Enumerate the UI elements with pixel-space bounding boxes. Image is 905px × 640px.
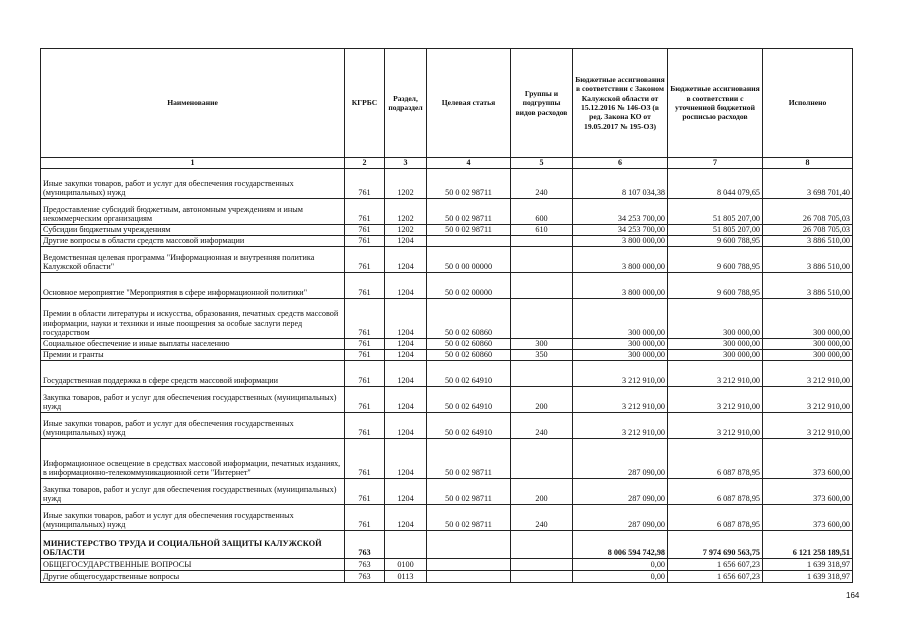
row-name: ОБЩЕГОСУДАРСТВЕННЫЕ ВОПРОСЫ <box>41 559 345 571</box>
row-kgrbs: 761 <box>345 247 385 273</box>
row-law-assignment: 3 800 000,00 <box>573 273 668 299</box>
row-target-article: 50 0 00 00000 <box>427 247 511 273</box>
row-expense-group <box>511 299 573 339</box>
row-target-article: 50 0 02 64910 <box>427 361 511 387</box>
row-target-article: 50 0 02 98711 <box>427 479 511 505</box>
header-kgrbs: КГРБС <box>345 49 385 158</box>
row-expense-group: 200 <box>511 479 573 505</box>
row-executed: 3 698 701,40 <box>763 169 853 199</box>
header-row <box>41 49 853 158</box>
row-law-assignment: 3 212 910,00 <box>573 361 668 387</box>
header-target: Целевая статья <box>427 49 511 158</box>
header-groups: Группы и подгруппы видов расходов <box>511 49 573 158</box>
row-kgrbs: 761 <box>345 225 385 236</box>
row-section: 1204 <box>385 361 427 387</box>
row-target-article: 50 0 02 64910 <box>427 413 511 439</box>
row-executed: 3 886 510,00 <box>763 247 853 273</box>
row-expense-group <box>511 236 573 247</box>
header-name: Наименование <box>41 49 345 158</box>
page-number: 164 <box>846 591 860 600</box>
row-name: Ведомственная целевая программа "Информационная и внутренняя политика Калужской области" <box>41 247 345 273</box>
row-kgrbs: 761 <box>345 339 385 350</box>
row-target-article: 50 0 02 98711 <box>427 199 511 225</box>
row-name: Закупка товаров, работ и услуг для обеспечения государственных (муниципальных) нужд <box>41 479 345 505</box>
row-spec-assignment: 3 212 910,00 <box>668 413 763 439</box>
header-section: Раздел, подраздел <box>385 49 427 158</box>
row-executed: 3 212 910,00 <box>763 361 853 387</box>
row-name: Закупка товаров, работ и услуг для обеспечения государственных (муниципальных) нужд <box>41 387 345 413</box>
row-kgrbs: 763 <box>345 559 385 571</box>
row-expense-group <box>511 531 573 559</box>
row-section: 1204 <box>385 350 427 361</box>
row-expense-group <box>511 559 573 571</box>
row-name: Государственная поддержка в сфере средств массовой информации <box>41 361 345 387</box>
column-number: 4 <box>427 158 511 169</box>
row-kgrbs: 761 <box>345 387 385 413</box>
row-spec-assignment: 9 600 788,95 <box>668 273 763 299</box>
row-law-assignment: 3 800 000,00 <box>573 236 668 247</box>
row-law-assignment: 287 090,00 <box>573 505 668 531</box>
row-kgrbs: 761 <box>345 439 385 479</box>
row-expense-group: 300 <box>511 339 573 350</box>
row-name: Иные закупки товаров, работ и услуг для обеспечения государственных (муниципальных) нужд <box>41 505 345 531</box>
column-number: 6 <box>573 158 668 169</box>
column-number-row <box>41 158 853 169</box>
row-target-article: 50 0 02 98711 <box>427 169 511 199</box>
table-row <box>41 350 853 361</box>
row-section: 1204 <box>385 236 427 247</box>
table-row <box>41 559 853 571</box>
row-spec-assignment: 6 087 878,95 <box>668 439 763 479</box>
row-executed: 3 212 910,00 <box>763 387 853 413</box>
row-target-article: 50 0 02 00000 <box>427 273 511 299</box>
row-kgrbs: 761 <box>345 505 385 531</box>
row-law-assignment: 287 090,00 <box>573 479 668 505</box>
row-section: 1204 <box>385 387 427 413</box>
row-executed: 373 600,00 <box>763 439 853 479</box>
row-law-assignment: 34 253 700,00 <box>573 199 668 225</box>
header-law-assignments: Бюджетные ассигнования в соответствии с Законом Калужской области от 15.12.2016 № 146-ОЗ (в ред. Закона КО от 19.05.2017 № 195-ОЗ) <box>573 49 668 158</box>
row-section: 1202 <box>385 199 427 225</box>
table-row <box>41 361 853 387</box>
row-executed: 1 639 318,97 <box>763 571 853 583</box>
row-executed: 26 708 705,03 <box>763 199 853 225</box>
row-target-article: 50 0 02 98711 <box>427 225 511 236</box>
row-name: МИНИСТЕРСТВО ТРУДА И СОЦИАЛЬНОЙ ЗАЩИТЫ КАЛУЖСКОЙ ОБЛАСТИ <box>41 531 345 559</box>
row-target-article <box>427 559 511 571</box>
row-name: Другие общегосударственные вопросы <box>41 571 345 583</box>
row-kgrbs: 761 <box>345 299 385 339</box>
row-section: 1204 <box>385 413 427 439</box>
row-kgrbs: 763 <box>345 531 385 559</box>
row-spec-assignment: 1 656 607,23 <box>668 571 763 583</box>
row-name: Предоставление субсидий бюджетным, автономным учреждениям и иным некоммерческим организациям <box>41 199 345 225</box>
row-spec-assignment: 300 000,00 <box>668 339 763 350</box>
row-executed: 3 886 510,00 <box>763 273 853 299</box>
row-section: 1204 <box>385 479 427 505</box>
row-spec-assignment: 9 600 788,95 <box>668 236 763 247</box>
row-spec-assignment: 6 087 878,95 <box>668 479 763 505</box>
table-row <box>41 505 853 531</box>
row-target-article: 50 0 02 64910 <box>427 387 511 413</box>
row-target-article: 50 0 02 98711 <box>427 439 511 479</box>
table-row <box>41 199 853 225</box>
header-spec-assignments: Бюджетные ассигнования в соответствии с уточненной бюджетной росписью расходов <box>668 49 763 158</box>
row-law-assignment: 287 090,00 <box>573 439 668 479</box>
row-law-assignment: 3 212 910,00 <box>573 413 668 439</box>
row-spec-assignment: 51 805 207,00 <box>668 199 763 225</box>
row-spec-assignment: 1 656 607,23 <box>668 559 763 571</box>
row-expense-group <box>511 247 573 273</box>
row-expense-group: 240 <box>511 413 573 439</box>
row-kgrbs: 763 <box>345 571 385 583</box>
row-section: 0113 <box>385 571 427 583</box>
row-section <box>385 531 427 559</box>
row-expense-group: 240 <box>511 505 573 531</box>
row-section: 1202 <box>385 169 427 199</box>
row-expense-group <box>511 571 573 583</box>
table-row <box>41 236 853 247</box>
row-name: Другие вопросы в области средств массовой информации <box>41 236 345 247</box>
row-law-assignment: 0,00 <box>573 559 668 571</box>
row-executed: 300 000,00 <box>763 339 853 350</box>
table-row <box>41 439 853 479</box>
row-section: 1202 <box>385 225 427 236</box>
row-name: Премии и гранты <box>41 350 345 361</box>
row-executed: 300 000,00 <box>763 299 853 339</box>
row-expense-group <box>511 361 573 387</box>
row-target-article: 50 0 02 98711 <box>427 505 511 531</box>
row-target-article: 50 0 02 60860 <box>427 339 511 350</box>
row-law-assignment: 8 006 594 742,98 <box>573 531 668 559</box>
row-executed: 3 212 910,00 <box>763 413 853 439</box>
row-spec-assignment: 3 212 910,00 <box>668 361 763 387</box>
table-row <box>41 225 853 236</box>
row-expense-group: 350 <box>511 350 573 361</box>
row-kgrbs: 761 <box>345 413 385 439</box>
row-kgrbs: 761 <box>345 199 385 225</box>
row-executed: 300 000,00 <box>763 350 853 361</box>
column-number: 7 <box>668 158 763 169</box>
table-row <box>41 413 853 439</box>
row-section: 1204 <box>385 439 427 479</box>
row-law-assignment: 300 000,00 <box>573 350 668 361</box>
row-executed: 1 639 318,97 <box>763 559 853 571</box>
row-target-article: 50 0 02 60860 <box>427 350 511 361</box>
table-row <box>41 299 853 339</box>
row-expense-group <box>511 273 573 299</box>
column-number: 1 <box>41 158 345 169</box>
table-row <box>41 479 853 505</box>
row-name: Премии в области литературы и искусства, образования, печатных средств массовой информации, науки и техники и иные поощрения за особые заслуги перед государством <box>41 299 345 339</box>
row-name: Иные закупки товаров, работ и услуг для обеспечения государственных (муниципальных) нужд <box>41 169 345 199</box>
row-kgrbs: 761 <box>345 236 385 247</box>
budget-table <box>40 48 853 583</box>
row-section: 1204 <box>385 299 427 339</box>
row-law-assignment: 300 000,00 <box>573 299 668 339</box>
row-target-article <box>427 236 511 247</box>
row-section: 1204 <box>385 247 427 273</box>
row-spec-assignment: 8 044 079,65 <box>668 169 763 199</box>
row-expense-group: 200 <box>511 387 573 413</box>
row-law-assignment: 3 212 910,00 <box>573 387 668 413</box>
row-law-assignment: 34 253 700,00 <box>573 225 668 236</box>
row-kgrbs: 761 <box>345 479 385 505</box>
row-section: 1204 <box>385 339 427 350</box>
table-row <box>41 169 853 199</box>
table-row <box>41 571 853 583</box>
row-law-assignment: 8 107 034,38 <box>573 169 668 199</box>
column-number: 5 <box>511 158 573 169</box>
row-kgrbs: 761 <box>345 273 385 299</box>
row-spec-assignment: 300 000,00 <box>668 350 763 361</box>
row-expense-group: 610 <box>511 225 573 236</box>
row-target-article <box>427 571 511 583</box>
row-section: 1204 <box>385 505 427 531</box>
row-target-article: 50 0 02 60860 <box>427 299 511 339</box>
row-name: Иные закупки товаров, работ и услуг для обеспечения государственных (муниципальных) нужд <box>41 413 345 439</box>
row-spec-assignment: 300 000,00 <box>668 299 763 339</box>
row-spec-assignment: 6 087 878,95 <box>668 505 763 531</box>
row-kgrbs: 761 <box>345 169 385 199</box>
row-expense-group: 600 <box>511 199 573 225</box>
row-kgrbs: 761 <box>345 350 385 361</box>
row-kgrbs: 761 <box>345 361 385 387</box>
row-section: 1204 <box>385 273 427 299</box>
row-expense-group <box>511 439 573 479</box>
table-row <box>41 247 853 273</box>
row-spec-assignment: 3 212 910,00 <box>668 387 763 413</box>
row-name: Основное мероприятие "Мероприятия в сфере информационной политики" <box>41 273 345 299</box>
row-executed: 373 600,00 <box>763 479 853 505</box>
table-row <box>41 339 853 350</box>
column-number: 3 <box>385 158 427 169</box>
row-spec-assignment: 7 974 690 563,75 <box>668 531 763 559</box>
row-spec-assignment: 51 805 207,00 <box>668 225 763 236</box>
row-spec-assignment: 9 600 788,95 <box>668 247 763 273</box>
row-law-assignment: 0,00 <box>573 571 668 583</box>
header-executed: Исполнено <box>763 49 853 158</box>
table-row <box>41 273 853 299</box>
table-row <box>41 531 853 559</box>
row-executed: 373 600,00 <box>763 505 853 531</box>
row-name: Субсидии бюджетным учреждениям <box>41 225 345 236</box>
row-executed: 26 708 705,03 <box>763 225 853 236</box>
column-number: 8 <box>763 158 853 169</box>
row-name: Социальное обеспечение и иные выплаты населению <box>41 339 345 350</box>
table-row <box>41 387 853 413</box>
row-name: Информационное освещение в средствах массовой информации, печатных изданиях, в информационно-телекоммуникационной сети "Интернет" <box>41 439 345 479</box>
row-executed: 6 121 258 189,51 <box>763 531 853 559</box>
row-law-assignment: 3 800 000,00 <box>573 247 668 273</box>
row-target-article <box>427 531 511 559</box>
column-number: 2 <box>345 158 385 169</box>
row-executed: 3 886 510,00 <box>763 236 853 247</box>
row-law-assignment: 300 000,00 <box>573 339 668 350</box>
row-expense-group: 240 <box>511 169 573 199</box>
row-section: 0100 <box>385 559 427 571</box>
